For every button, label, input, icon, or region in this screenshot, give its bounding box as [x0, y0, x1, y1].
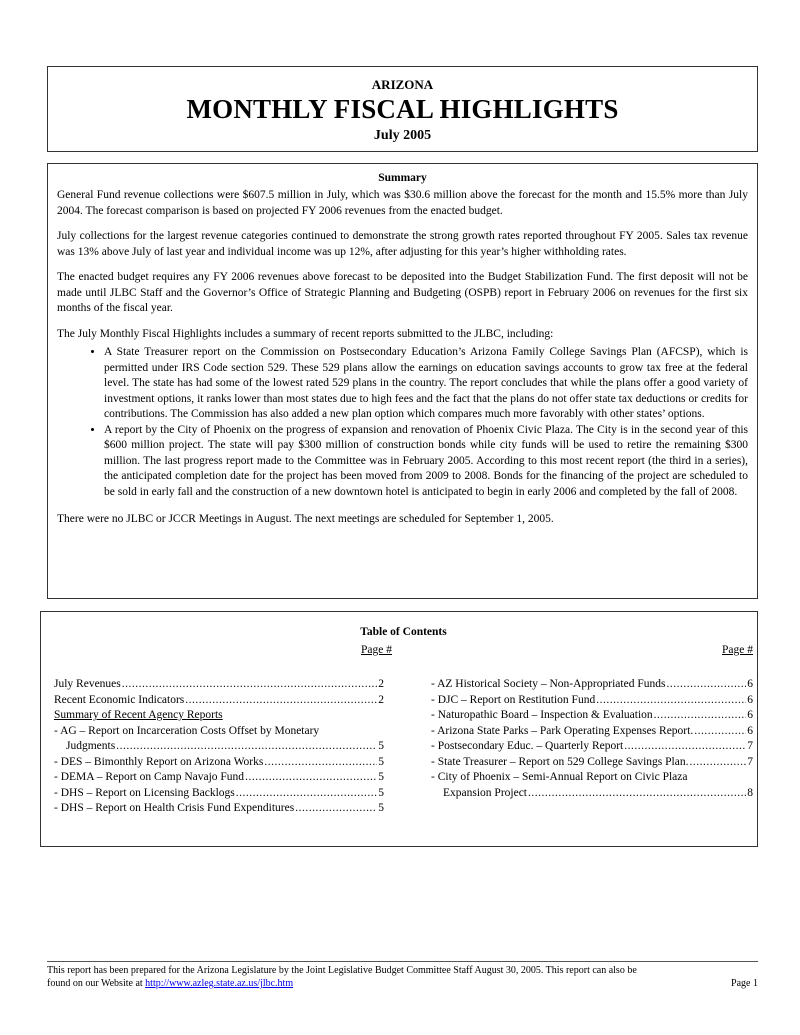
summary-paragraph-3: The enacted budget requires any FY 2006 revenues above forecast to be deposited into the Budget Stabilization Fund. The first deposit will not be made until JLBC Staff and the Governor’s Office of Strategic Planning and Budgeting (OSPB) report in February 2006 on revenues for the first six months of the fiscal year.: [57, 271, 748, 314]
summary-report-list: [57, 345, 748, 500]
header-state: ARIZONA: [371, 77, 434, 92]
toc-entry-phoenix-line1[interactable]: - City of Phoenix – Semi-Annual Report on Civic Plaza: [431, 771, 688, 783]
toc-entry-state-treasurer[interactable]: - State Treasurer – Report on 529 College Savings Plan. ..... 7: [431, 755, 753, 771]
summary-paragraph-1: General Fund revenue collections were $607.5 million in July, which was $30.6 million above the forecast for the month and 15.5% more than July 2004. The forecast comparison is based on projected FY 2006 revenues from the enacted budget.: [57, 189, 748, 217]
report-header: [47, 66, 758, 152]
toc-entry-economic-indicators[interactable]: Recent Economic Indicators ..... 2: [54, 693, 384, 709]
toc-entry-dema[interactable]: - DEMA – Report on Camp Navajo Fund ..... 5: [54, 770, 384, 786]
header-month: July 2005: [373, 128, 432, 143]
toc-page-heading-left: Page #: [361, 644, 392, 656]
toc-page-heading-right: Page #: [722, 644, 753, 656]
toc-right-column: [431, 644, 753, 817]
summary-paragraph-2: July collections for the largest revenue categories continued to demonstrate the strong growth rates reported throughout FY 2005. Sales tax revenue was 13% above July of last year and individual income was up 12%, after adjusting for this year’s higher withholding rates.: [57, 230, 748, 258]
toc-entry-state-parks[interactable]: - Arizona State Parks – Park Operating Expenses Report. ..... 6: [431, 724, 753, 740]
toc-entry-naturopathic[interactable]: - Naturopathic Board – Inspection & Evaluation ..... 6: [431, 708, 753, 724]
table-of-contents: [40, 611, 758, 847]
toc-agency-reports-heading: Summary of Recent Agency Reports: [54, 709, 223, 721]
toc-entry-ag-line1[interactable]: - AG – Report on Incarceration Costs Offset by Monetary: [54, 724, 320, 737]
summary-title: Summary: [378, 172, 427, 184]
toc-entry-phoenix-line2[interactable]: Expansion Project ..... 8: [431, 786, 753, 802]
page-title: MONTHLY FISCAL HIGHLIGHTS: [186, 94, 619, 124]
footer-line-2: found on our Website at http://www.azleg.state.az.us/jlbc.htm: [47, 978, 294, 989]
toc-entry-dhs-licensing[interactable]: - DHS – Report on Licensing Backlogs ..... 5: [54, 786, 384, 802]
summary-section: [47, 163, 758, 599]
summary-bullet-phoenix: • A report by the City of Phoenix on the progress of expansion and renovation of Phoenix Civic Plaza. The City is in the second year of this $600 million project. The state will pay $300 million of construction bonds while city funds will be used to retire the remaining $300 million. The last progress report made to the Committee was in February 2005. According to this most recent report (the third in a series), the anticipated completion date for the project has been moved from 2009 to 2008. Bonds for the financing of the project are scheduled to be sold in early fall and the construction of a new downtown hotel is anticipated to begin in early 2006 and completed by the fall of 2008.: [104, 423, 748, 501]
page-number: Page 1: [731, 978, 758, 989]
toc-entry-des[interactable]: - DES – Bimonthly Report on Arizona Works ..... 5: [54, 755, 384, 771]
toc-entry-ag-line2[interactable]: Judgments ..... 5: [54, 739, 384, 755]
toc-entry-djc[interactable]: - DJC – Report on Restitution Fund ..... 6: [431, 693, 753, 709]
footer-line-1: This report has been prepared for the Arizona Legislature by the Joint Legislative Budget Committee Staff August 30, 2005. This report can also be: [47, 965, 637, 976]
summary-bullet-treasurer: • A State Treasurer report on the Commission on Postsecondary Education’s Arizona Family College Savings Plan (AFCSP), which is permitted under IRS Code section 529. These 529 plans allow the earnings on education savings accounts to grow tax free at the federal level. The state has had some of the lowest rated 529 plans in the country. The report concludes that while the plans offer a good variety of investment options, it ranks lower than most states due to high fees and the fact that the plans do not offer state tax deductions or credits for contributions. The Commission has also added a new plan option which compares much more favorably with other states’ options.: [104, 345, 748, 423]
toc-left-column: [54, 644, 392, 817]
toc-entry-july-revenues[interactable]: July Revenues ..... 2: [54, 677, 384, 693]
toc-entry-postsecondary[interactable]: - Postsecondary Educ. – Quarterly Report ..... 7: [431, 739, 753, 755]
toc-title: Table of Contents: [360, 626, 447, 638]
summary-paragraph-5: There were no JLBC or JCCR Meetings in August. The next meetings are scheduled for September 1, 2005.: [57, 513, 554, 525]
summary-paragraph-4: The July Monthly Fiscal Highlights includes a summary of recent reports submitted to the JLBC, including:: [57, 327, 554, 340]
website-link[interactable]: http://www.azleg.state.az.us/jlbc.htm: [145, 978, 294, 989]
page-footer: [47, 961, 758, 990]
toc-entry-dhs-health-crisis[interactable]: - DHS – Report on Health Crisis Fund Expenditures ..... 5: [54, 801, 384, 817]
toc-entry-az-historical[interactable]: - AZ Historical Society – Non-Appropriated Funds ..... 6: [431, 677, 753, 693]
